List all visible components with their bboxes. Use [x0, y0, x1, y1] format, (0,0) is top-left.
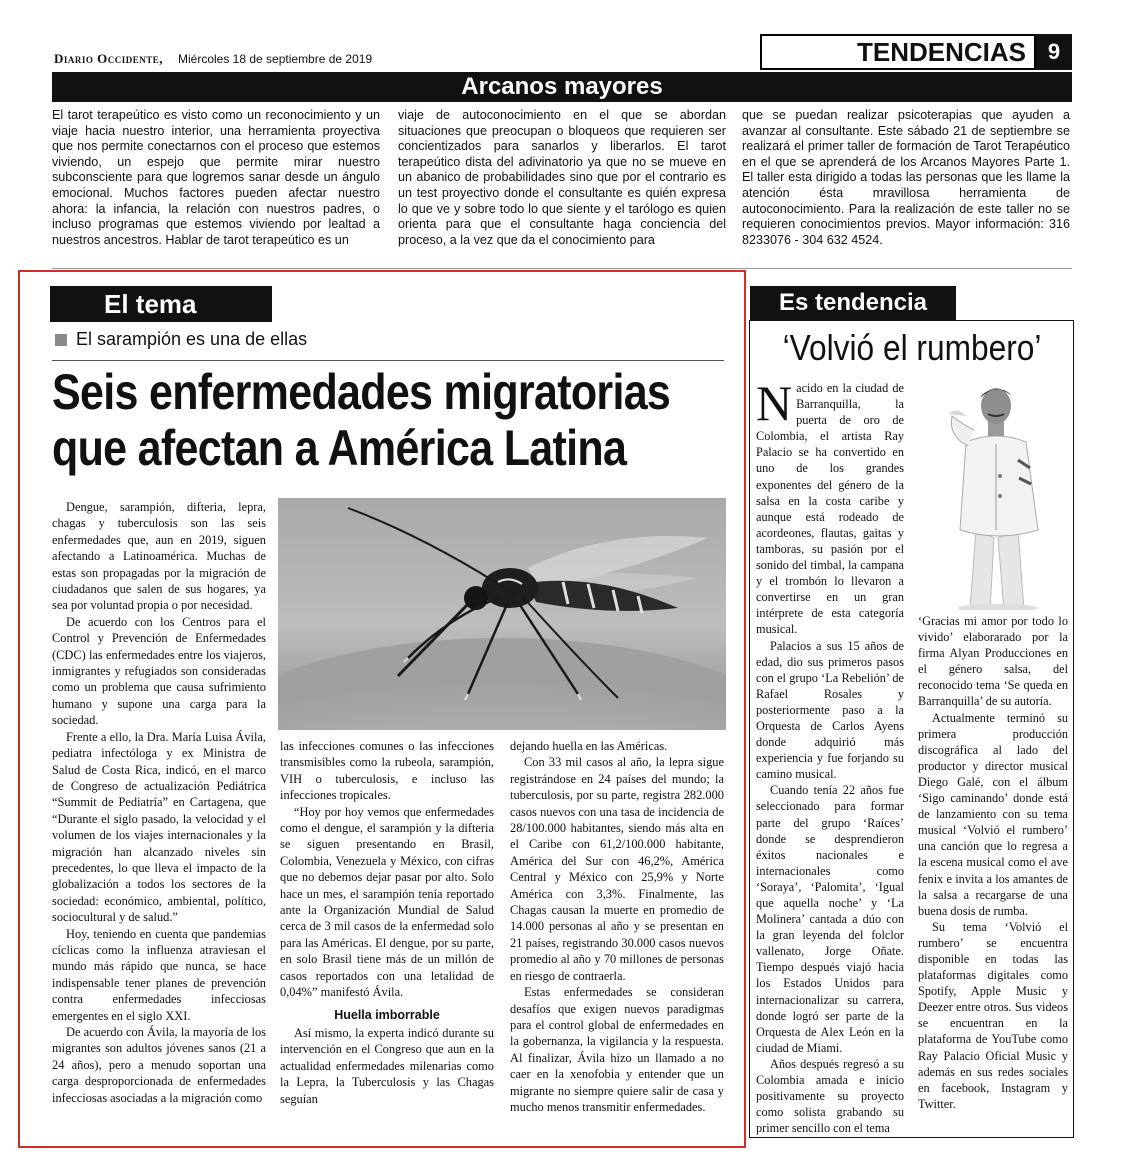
tema-column-2: [280, 738, 494, 1107]
paragraph: Hoy, teniendo en cuenta que pandemias cíclicas como la influenza atraviesan el mundo más rápido que nunca, se hace indispensable tener planes de prevención contra enfermedades infecciosas emergentes en el siglo XXI.: [52, 926, 266, 1023]
paragraph: Con 33 mil casos al año, la lepra sigue registrándose en 24 países del mundo; la tuberculosis, por su parte, registra 282.000 casos nuevos con una tasa de incidencia de 28/100.000 habitantes, siendo más alta en el Caribe con 61,2/100.000 habitante, América del Sur con 46,2%, América Central y México con 25,9% y Norte América con 3,3%. Finalmente, las Chagas causan la muerte en promedio de 14.000 personas al año y se presentan en 21 países, registrando 30.000 casos nuevos promedio al año y 70 millones de personas en riesgo de contraerla.: [510, 755, 724, 983]
tendencia-section-tag: Es tendencia: [750, 286, 956, 320]
arcanos-column-1: El tarot terapeútico es visto como un reconocimiento y un viaje hacia nuestro interior, una herramienta proyectiva que nos permite conectarnos con el proceso que estemos viviendo, un espejo que permite mirar nuestro subconsciente para que logremos sanar desde un ángulo emocional. Muchos factores pueden afectar nuestro ahora: la infancia, la relación con nuestros padres, o incluso programas que estemos viviendo por lealtad a nuestros ancestros. Hablar de tarot terapeútico es un: [52, 108, 380, 247]
paragraph: Su tema ‘Volvió el rumbero’ se encuentra disponible en todas las plataformas digitales como Spotify, Apple Music y Deezer entre otros. Sus videos se encuentran en la plataforma de YouTube como Ray Palacio Oficial Music y además en sus redes sociales en facebook, Instagram y Twitter.: [918, 919, 1068, 1111]
kicker-rule: [52, 360, 724, 361]
issue-date: Miércoles 18 de septiembre de 2019: [178, 52, 373, 66]
arcanos-title-band: Arcanos mayores: [52, 72, 1072, 102]
paragraph: Años después regresó a su Colombia amada e inicio positivamente su proyecto como solista grabando su primer sencillo con el tema: [756, 1056, 904, 1136]
section-divider: [52, 268, 1072, 269]
paragraph: De acuerdo con Ávila, la mayoría de los migrantes son adultos jóvenes sanos (21 a 24 años), pero a menudo soportan una carga desproporcionada de enfermedades infecciosas asociadas a la migración como: [52, 1025, 266, 1105]
arcanos-column-2: viaje de autoconocimiento en el que se abordan situaciones que preocupan o bloqueos que requieren ser concientizados para sanarlos y liberarlos. El tarot terapeútico dista del adivinatorio ya que no se mueve en un abanico de probabilidades sino que por el contrario es un test proyectivo donde el consultante es quién expresa lo que ve y sobre todo lo que siente y el tarólogo es quien orienta para que el consultante haga conciencia del proceso, a la vez que da el conocimiento para: [398, 108, 726, 247]
paragraph: Palacios a sus 15 años de edad, dio sus primeros pasos con el grupo ‘La Rebelión’ de Rafael Rosales y posteriormente paso a la Orquesta de Carlos Ayens donde adquirió más experiencia y fue forjando su camino musical.: [756, 638, 904, 782]
paragraph: Estas enfermedades se consideran desafíos que exigen nuevos paradigmas para el control global de enfermedades en la gobernanza, la vigilancia y la respuesta. Al finalizar, Ávila hizo un llamado a no caer en la xenofobia y entender que un migrante no siempre quiere salir de casa y mucho menos transmitir enfermedades.: [510, 985, 724, 1114]
section-title: TENDENCIAS: [760, 34, 1036, 70]
kicker-square-icon: [55, 334, 67, 346]
tema-column-1: [52, 499, 266, 1106]
page-number: 9: [1036, 34, 1072, 70]
arcanos-column-3: [742, 108, 1070, 248]
drop-cap: N: [756, 375, 793, 431]
arcanos-column-3-text: que se puedan realizar psicoterapias que ayuden a avanzar al consultante. Este sábado 21 de septiembre se realizará el primer taller de formación de Tarot Terapéutico en el que se aprenderá de los Arcanos Mayores Parte 1. El taller esta dirigido a todas las personas que les llame la atención ésta mravillosa herramienta de autoconocimiento. Para la realización de este taller no se requieren conocimientos previos.: [742, 108, 1070, 232]
article-headline: [52, 364, 671, 476]
headline-line-2: que afectan a América Latina: [52, 420, 627, 476]
paragraph: ‘Gracias mi amor por todo lo vivido’ elaborarado por la firma Alyan Producciones en el género salsa, del reconocido tema ‘Se queda en Barranquilla’ de su autoría.: [918, 614, 1068, 709]
arcanos-contact: Mayor información: 316 8233076 - 304 632 4524.: [742, 217, 1070, 247]
newspaper-brand: Diario Occidente,: [54, 51, 164, 66]
tema-section-tag: El tema: [50, 286, 272, 322]
mosquito-photo: [278, 498, 726, 730]
article-kicker: El sarampión es una de ellas: [76, 329, 308, 349]
tema-column-3: [510, 738, 724, 1115]
tendencia-column-1: [756, 375, 904, 1136]
paragraph-text: acido en la ciudad de Barranquilla, la puerta de oro de Colombia, el artista Ray Palacio se ha convertido en uno de los grandes exponentes del género de la salsa en la costa caribe y aunque está rodeado de acordeones, flautas, gaitas y tamboras, su pasión por el sonido del timbal, la campana y el trombón lo llevaron a convertirse en un gran intérprete de esta categoría musical.: [756, 381, 904, 637]
paragraph: “Hoy por hoy vemos que enfermedades como el dengue, el sarampión y la difteria se siguen presentando en Brasil, Colombia, Venezuela y México, con cifras que no debemos dejar pasar por alto. Solo hace un mes, el sarampión tenía reportado ante la Organización Mundial de Salud cerca de 3 mil casos de la enfermedad solo para las Américas. El dengue, por su parte, en solo Brasil tiene más de un millón de casos reportados con una letalidad de 0,04%” manifestó Ávila.: [280, 804, 494, 1000]
paragraph: Actualmente terminó su primera producción discográfica al lado del productor y director musical Diego Galé, con el álbum ‘Sigo caminando’ donde está de lanzamiento con su tema musical ‘Volvió el rumbero’ una canción que lo regresa a la escena musical como el ave fenix e invita a los amantes de la salsa a recargarse de una buena dosis de rumba.: [918, 710, 1068, 918]
paragraph: Cuando tenía 22 años fue seleccionado para formar parte del grupo ‘Raíces’ donde se desprendieron éxitos nacionales e internacionales como ‘Soraya’, ‘Palomita’, ‘Igual que aquella noche’ y ‘La Molinera’ cantada a dúo con la gran leyenda del folclor vallenato, Jorge Oñate. Tiempo después viajó hacia los Estados Unidos para internacionalizar su carrera, donde logró ser parte de la Orquesta de Alex León en la ciudad de Miami.: [756, 783, 904, 1055]
paragraph: Dengue, sarampión, difteria, lepra, chagas y tuberculosis son las seis enfermedades que, aun en 2019, siguen afectando a Latinoamérica. Muchas de estas son propagadas por la migración de ciudadanos que salen de sus hogares, ya sea por voluntad propia o por necesidad.: [52, 500, 266, 613]
headline-line-1: Seis enfermedades migratorias: [52, 364, 671, 420]
paragraph: Así mismo, la experta indicó durante su intervención en el Congreso que aun en la actualidad enfermedades milenarias como la Lepra, la Tuberculosis y las Chagas seguían: [280, 1025, 494, 1106]
tendencia-column-2: [918, 613, 1068, 1112]
paragraph: dejando huella en las Américas.: [510, 739, 668, 753]
article-subhead: Huella imborrable: [334, 1007, 440, 1022]
tendencia-title: ‘Volvió el rumbero’: [782, 327, 1042, 368]
paragraph: De acuerdo con los Centros para el Control y Prevención de Enfermedades (CDC) las enfermedades entre los viajeros, inmigrantes y refugiados son consideradas como un problema que causa sufrimiento humano y supone una carga para la sociedad.: [52, 614, 266, 728]
paragraph: las infecciones comunes o las infecciones transmisibles como la rubeola, sarampión, VIH o tuberculosis, e incluso las infecciones tropicales.: [280, 739, 494, 803]
paragraph: Frente a ello, la Dra. María Luisa Ávila, pediatra infectóloga y ex Ministra de Salud de Costa Rica, indicó, en el marco de Congreso de actualización Pediátrica “Summit de Pediatría” en Cartagena, que “Durante el siglo pasado, la velocidad y el volumen de los viajes internacionales y la migración han alcanzado niveles sin precedentes, lo que lleva el impacto de la globalización a todos los sectores de la sociedad: económico, ambiental, político, sociocultural y de salud.”: [52, 729, 266, 925]
paragraph: [756, 375, 904, 638]
artist-portrait-photo: [918, 380, 1068, 610]
